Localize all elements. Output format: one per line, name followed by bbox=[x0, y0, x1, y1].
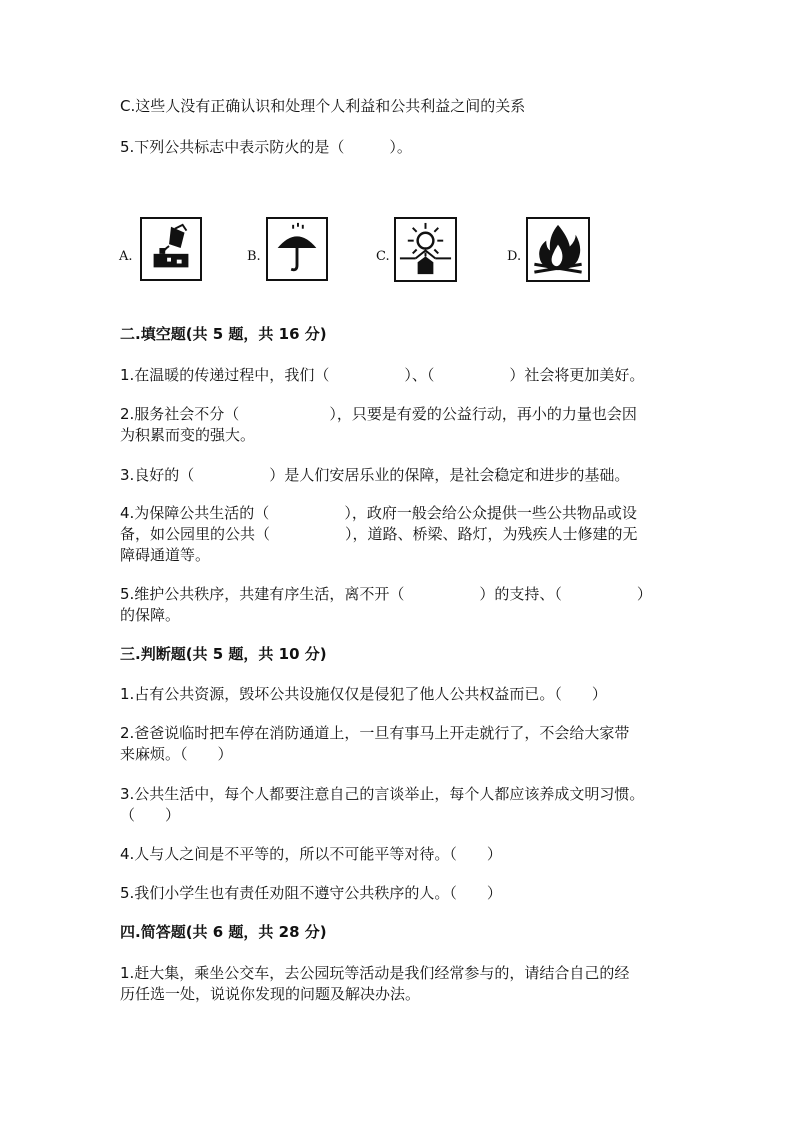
section2-q4-line2: 备，如公园里的公共（ ），道路、桥梁、路灯，为残疾人士修建的无 bbox=[120, 525, 638, 543]
section3-q3-line1: 3.公共生活中，每个人都要注意自己的言谈举止，每个人都应该养成文明习惯。 bbox=[120, 785, 645, 803]
section3-q3-line2: （ ） bbox=[120, 806, 181, 824]
section2-q5-line2: 的保障。 bbox=[120, 606, 181, 624]
section3-q2-line2: 来麻烦。（ ） bbox=[120, 745, 233, 763]
glass-pour-liquid-icon bbox=[140, 217, 202, 281]
section2-q5-line1: 5.维护公共秩序，共建有序生活，离不开（ ）的支持、（ ） bbox=[120, 585, 652, 603]
section3-q2-line1: 2.爸爸说临时把车停在消防通道上，一旦有事马上开走就行了，不会给大家带 bbox=[120, 724, 630, 742]
sun-house-icon bbox=[394, 217, 457, 282]
section2-q1: 1.在温暖的传递过程中，我们（ ）、（ ）社会将更加美好。 bbox=[120, 366, 645, 384]
section3-q4: 4.人与人之间是不平等的，所以不可能平等对待。（ ） bbox=[120, 845, 502, 863]
section3-q5: 5.我们小学生也有责任劝阻不遵守公共秩序的人。（ ） bbox=[120, 884, 502, 902]
umbrella-rain-icon bbox=[266, 217, 328, 281]
section4-q1-line1: 1.赶大集，乘坐公交车，去公园玩等活动是我们经常参与的，请结合自己的经 bbox=[120, 964, 630, 982]
flame-fire-icon bbox=[526, 217, 590, 282]
q4-option-c: C.这些人没有正确认识和处理个人利益和公共利益之间的关系 bbox=[120, 97, 526, 115]
section2-heading: 二.填空题(共 5 题，共 16 分) bbox=[120, 325, 327, 343]
section3-heading: 三.判断题(共 5 题，共 10 分) bbox=[120, 645, 327, 663]
q5-option-a-label: A. bbox=[119, 249, 133, 264]
section4-q1-line2: 历任选一处，说说你发现的问题及解决办法。 bbox=[120, 985, 421, 1003]
section4-heading: 四.简答题(共 6 题，共 28 分) bbox=[120, 923, 327, 941]
section2-q2-line1: 2.服务社会不分（ ），只要是有爱的公益行动，再小的力量也会因 bbox=[120, 405, 637, 423]
q5-option-b-label: B. bbox=[247, 249, 261, 264]
section2-q3: 3.良好的（ ）是人们安居乐业的保障，是社会稳定和进步的基础。 bbox=[120, 466, 630, 484]
q5-option-c-label: C. bbox=[376, 249, 390, 264]
q5-stem: 5.下列公共标志中表示防火的是（ ）。 bbox=[120, 138, 412, 156]
section2-q4-line1: 4.为保障公共生活的（ ），政府一般会给公众提供一些公共物品或设 bbox=[120, 504, 637, 522]
section3-q1: 1.占有公共资源，毁坏公共设施仅仅是侵犯了他人公共权益而已。（ ） bbox=[120, 685, 607, 703]
q5-option-d-label: D. bbox=[507, 249, 522, 264]
section2-q2-line2: 为积累而变的强大。 bbox=[120, 426, 256, 444]
section2-q4-line3: 障碍通道等。 bbox=[120, 546, 211, 564]
